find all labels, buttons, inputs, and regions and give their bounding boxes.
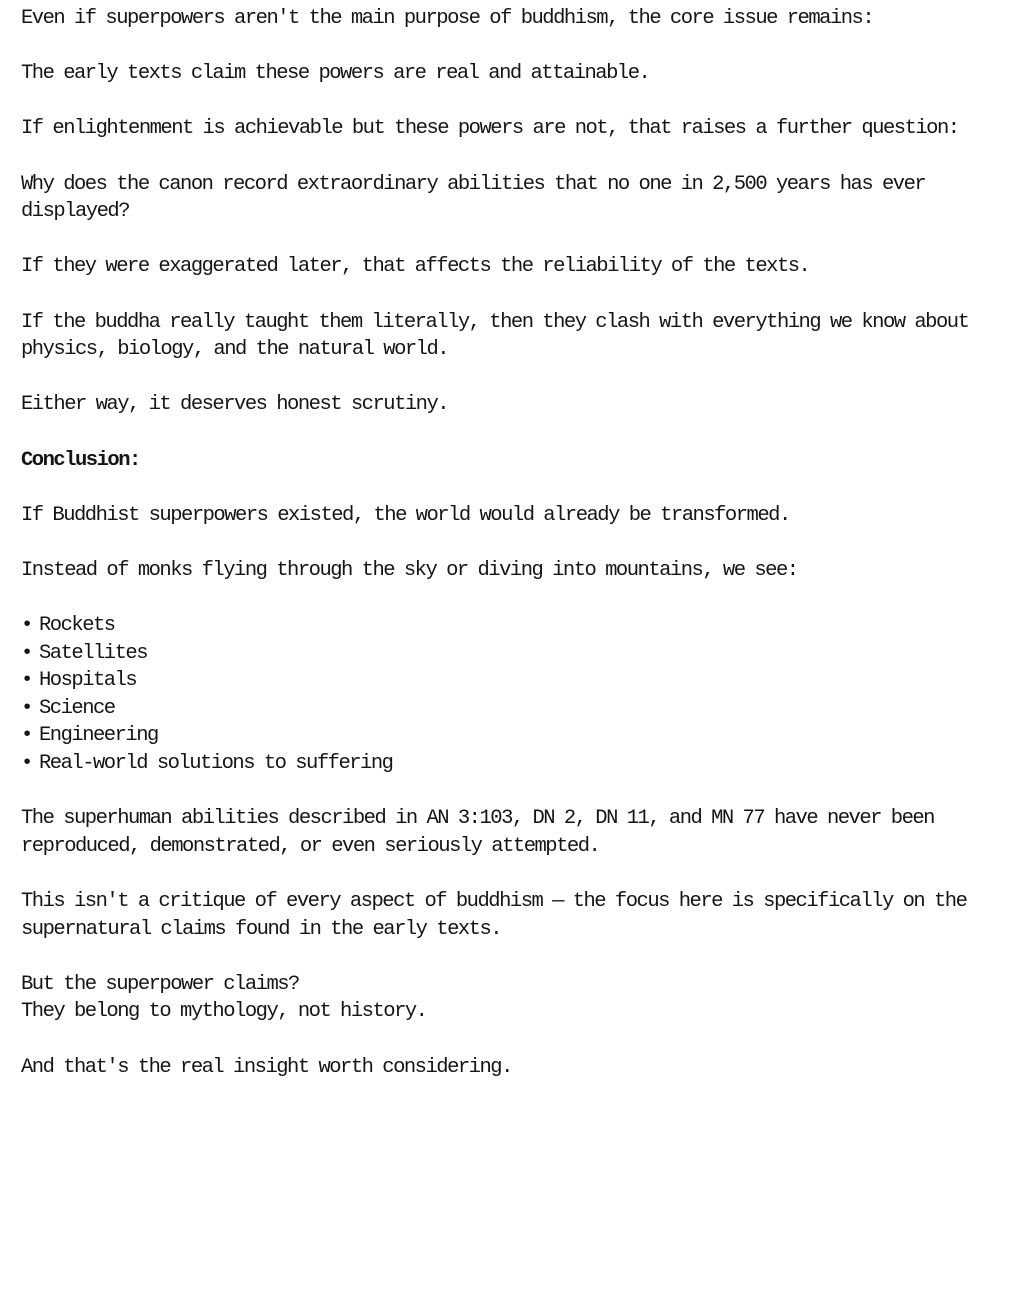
list-item-text: Real-world solutions to suffering <box>39 752 393 776</box>
bullet-icon: • <box>21 614 32 638</box>
conclusion-heading: Conclusion: <box>21 448 140 472</box>
paragraph-literal-teaching: If the buddha really taught them literally, then they clash with everything we know about physics, biology, and the natural world. <box>21 310 969 362</box>
bullet-icon: • <box>21 696 32 720</box>
list-item-text: Engineering <box>39 724 158 748</box>
bullet-list <box>21 612 1011 778</box>
bullet-icon: • <box>21 641 32 665</box>
paragraph-instead-we-see: Instead of monks flying through the sky or diving into mountains, we see: <box>21 558 798 582</box>
list-item-text: Satellites <box>39 641 148 665</box>
bullet-icon: • <box>21 669 32 693</box>
paragraph-exaggerated: If they were exaggerated later, that affects the reliability of the texts. <box>21 255 810 279</box>
list-item <box>21 750 1011 778</box>
list-item-text: Rockets <box>39 614 115 638</box>
paragraph-superhuman-abilities: The superhuman abilities described in AN 3:103, DN 2, DN 11, and MN 77 have never been reproduced, demonstrated, or even seriously attempted. <box>21 807 934 858</box>
list-item-text: Hospitals <box>39 669 137 693</box>
paragraph-closing <box>21 971 1011 1026</box>
paragraph-final-insight: And that's the real insight worth considering. <box>21 1055 512 1079</box>
list-item <box>21 667 1011 695</box>
list-item <box>21 695 1011 723</box>
paragraph-not-a-critique: This isn't a critique of every aspect of buddhism — the focus here is specifically on the supernatural claims found in the early texts. <box>21 890 967 941</box>
bullet-icon: • <box>21 724 32 748</box>
list-item <box>21 722 1011 750</box>
paragraph-core-issue: Even if superpowers aren't the main purpose of buddhism, the core issue remains: <box>21 7 874 30</box>
list-item <box>21 612 1011 640</box>
paragraph-why-canon: Why does the canon record extraordinary abilities that no one in 2,500 years has ever displayed? <box>21 172 926 224</box>
closing-line-mythology: They belong to mythology, not history. <box>21 1000 427 1024</box>
paragraph-world-transformed: If Buddhist superpowers existed, the world would already be transformed. <box>21 503 790 527</box>
list-item <box>21 640 1011 668</box>
paragraph-texts-claim: The early texts claim these powers are real and attainable. <box>21 62 650 86</box>
bullet-icon: • <box>21 752 32 776</box>
closing-line-question: But the superpower claims? <box>21 972 299 996</box>
paragraph-further-question: If enlightenment is achievable but these powers are not, that raises a further question: <box>21 117 959 141</box>
paragraph-scrutiny: Either way, it deserves honest scrutiny. <box>21 393 449 417</box>
list-item-text: Science <box>39 696 115 720</box>
document-body <box>21 5 1011 1109</box>
